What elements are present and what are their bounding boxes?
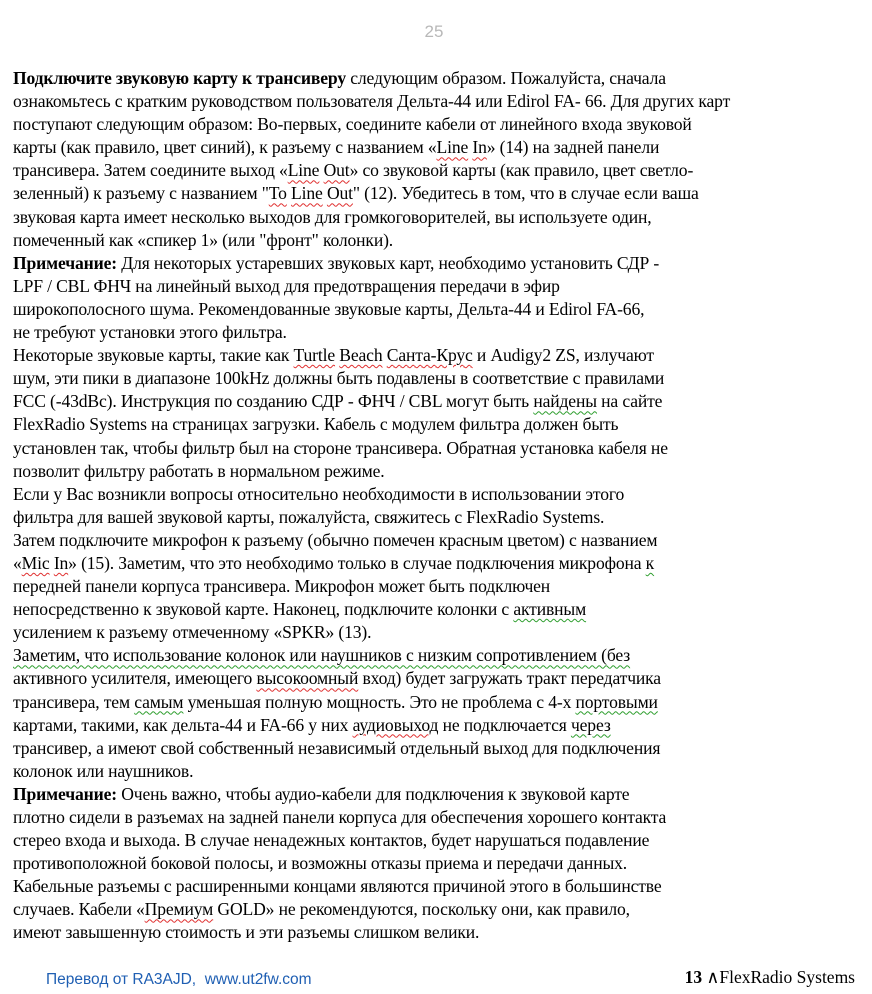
- text-line: [13, 829, 863, 852]
- text-line: [13, 529, 863, 552]
- text-line: [13, 852, 863, 875]
- text-line: [13, 737, 863, 760]
- text-segment: помеченный как «спикер 1» (или "фронт" колонки).: [13, 229, 394, 250]
- text-line: [13, 921, 863, 944]
- text-line: [13, 437, 863, 460]
- spellcheck-flagged-text: Line: [436, 137, 469, 158]
- text-segment: Некоторые звуковые карты, такие как: [13, 345, 294, 366]
- text-line: [13, 206, 863, 229]
- spellcheck-flagged-text: найдены: [533, 391, 597, 412]
- text-line: [13, 783, 863, 806]
- text-line: [13, 483, 863, 506]
- text-segment: » (14) на задней панели: [486, 137, 660, 158]
- footer-publisher-name: ∧FlexRadio Systems: [702, 967, 855, 987]
- text-segment: колонок или наушников.: [13, 760, 194, 781]
- text-segment: на сайте: [596, 391, 663, 412]
- text-segment: фильтра для вашей звуковой карты, пожалуйста, свяжитесь с FlexRadio Systems.: [13, 506, 605, 527]
- text-segment: вход) будет загружать тракт передатчика: [358, 668, 661, 689]
- text-line: [13, 644, 863, 667]
- paragraph: [13, 644, 863, 783]
- bold-text: Подключите звуковую карту к трансиверу: [13, 68, 346, 88]
- spellcheck-flagged-text: Mic: [21, 552, 50, 573]
- text-segment: Для некоторых устаревших звуковых карт, необходимо установить СДР -: [116, 252, 660, 273]
- text-line: [13, 390, 863, 413]
- text-segment: противоположной боковой полосы, и возможны отказы приема и передачи данных.: [13, 853, 628, 874]
- spellcheck-flagged-text: Line: [287, 160, 320, 181]
- text-segment: Очень важно, чтобы аудио-кабели для подключения к звуковой карте: [116, 783, 630, 804]
- text-segment: непосредственно к звуковой карте. Наконец, подключите колонки с: [13, 599, 514, 620]
- text-segment: плотно сидели в разъемах на задней панели корпуса для обеспечения хорошего контакта: [13, 807, 667, 827]
- spellcheck-flagged-text: портовыми: [575, 691, 658, 712]
- text-line: [13, 275, 863, 298]
- text-segment: широкополосного шума. Рекомендованные звуковые карты, Дельта-44 и Edirol FA-66,: [13, 298, 645, 319]
- spellcheck-flagged-text: Премиум: [144, 899, 214, 920]
- text-line: [13, 621, 863, 644]
- text-segment: звуковая карта имеет несколько выходов для громкоговорителей, вы используете один,: [13, 206, 652, 227]
- text-segment: Кабельные разъемы с расширенными концами являются причиной этого в большинстве: [13, 876, 662, 897]
- text-segment: случаев. Кабели «: [13, 899, 145, 920]
- text-line: [13, 413, 863, 436]
- page-number: 25: [424, 22, 444, 41]
- text-segment: стерео входа и выхода. В случае ненадежных контактов, будет нарушаться подавление: [13, 830, 650, 851]
- text-segment: не подключается: [438, 714, 571, 735]
- text-line: [13, 875, 863, 898]
- spellcheck-flagged-text: Turtle: [293, 345, 336, 366]
- text-segment: зеленный) к разъему с названием ": [13, 183, 269, 204]
- text-line: [13, 667, 863, 690]
- text-segment: установлен так, чтобы фильтр был на стороне трансивера. Обратная установка кабеля не: [13, 437, 668, 458]
- text-segment: следующим образом. Пожалуйста, сначала: [345, 68, 666, 88]
- text-line: [13, 714, 863, 737]
- text-line: [13, 691, 863, 714]
- text-segment: не требуют установки этого фильтра.: [13, 322, 287, 343]
- text-segment: FlexRadio Systems на страницах загрузки. Кабель с модулем фильтра должен быть: [13, 414, 619, 435]
- text-segment: FCC (-43dBc). Инструкция по созданию СДР - ФНЧ / CBL могут быть: [13, 391, 534, 412]
- bold-text: Примечание:: [13, 783, 117, 804]
- text-line: [13, 67, 863, 90]
- text-line: [13, 552, 863, 575]
- footer-page-number: 13: [684, 967, 703, 987]
- paragraph: [13, 67, 863, 252]
- text-segment: Если у Вас возникли вопросы относительно необходимости в использовании этого: [13, 483, 625, 504]
- spellcheck-flagged-text: аудиовыход: [352, 714, 439, 735]
- text-line: [13, 113, 863, 136]
- text-segment: » (15). Заметим, что это необходимо только в случае подключения микрофона: [68, 552, 646, 573]
- text-line: [13, 298, 863, 321]
- text-segment: GOLD» не рекомендуются, поскольку они, как правило,: [213, 899, 630, 920]
- spellcheck-flagged-text: Beach: [339, 345, 383, 366]
- text-line: [13, 460, 863, 483]
- paragraph: [13, 252, 863, 344]
- text-segment: активного усилителя, имеющего: [13, 668, 257, 689]
- text-line: [13, 898, 863, 921]
- spellcheck-flagged-text: Out: [323, 160, 350, 181]
- text-line: [13, 229, 863, 252]
- text-line: [13, 182, 863, 205]
- text-segment: ознакомьтесь с кратким руководством пользователя Дельта-44 или Edirol FA- 66. Для других карт: [13, 91, 731, 112]
- paragraph: [13, 344, 863, 483]
- text-segment: шум, эти пики в диапазоне 100kHz должны быть подавлены в соответствие с правилами: [13, 368, 665, 389]
- text-segment: трансивера. Затем соедините выход «: [13, 160, 288, 181]
- spellcheck-flagged-text: Санта-Крус: [386, 345, 473, 366]
- text-line: [13, 760, 863, 783]
- spellcheck-flagged-text: In: [472, 137, 487, 158]
- text-segment: Затем подключите микрофон к разъему (обычно помечен красным цветом) с названием: [13, 529, 658, 550]
- text-segment: трансивера, тем: [13, 691, 135, 712]
- text-segment: LPF / CBL ФНЧ на линейный выход для предотвращения передачи в эфир: [13, 275, 560, 296]
- text-line: [13, 344, 863, 367]
- text-line: [13, 159, 863, 182]
- text-segment: усилением к разъему отмеченному «SPKR» (13).: [13, 622, 372, 643]
- text-line: [13, 506, 863, 529]
- text-segment: карты (как правило, цвет синий), к разъему с названием «: [13, 137, 437, 158]
- text-line: [13, 806, 863, 829]
- text-line: [13, 575, 863, 598]
- text-line: [13, 598, 863, 621]
- text-line: [13, 136, 863, 159]
- document-body: [13, 67, 863, 945]
- text-segment: поступают следующим образом: Во-первых, соедините кабели от линейного входа звуковой: [13, 114, 692, 135]
- paragraph: [13, 483, 863, 529]
- spellcheck-flagged-text: через: [570, 714, 611, 735]
- spellcheck-flagged-text: высокоомный: [256, 668, 359, 689]
- text-segment: картами, такими, как дельта-44 и FA-66 у них: [13, 714, 353, 735]
- spellcheck-flagged-text: Out: [326, 183, 353, 204]
- spellcheck-flagged-text: самым: [134, 691, 184, 712]
- text-line: [13, 90, 863, 113]
- spellcheck-flagged-text: активным: [513, 599, 587, 620]
- spellcheck-flagged-text: к: [645, 552, 655, 573]
- text-line: [13, 367, 863, 390]
- spellcheck-flagged-text: Line: [291, 183, 323, 204]
- bold-text: Примечание:: [13, 252, 117, 273]
- text-segment: позволит фильтру работать в нормальном режиме.: [13, 460, 385, 481]
- text-segment: «: [13, 552, 22, 573]
- text-line: [13, 321, 863, 344]
- text-segment: и Audigy2 ZS, излучают: [472, 345, 654, 366]
- text-segment: уменьшая полную мощность. Это не проблема с 4-х: [183, 691, 576, 712]
- text-line: [13, 252, 863, 275]
- spellcheck-flagged-text: To: [268, 183, 287, 204]
- text-segment: передней панели корпуса трансивера. Микрофон может быть подключен: [13, 576, 551, 597]
- text-segment: » со звуковой карты (как правило, цвет светло-: [349, 160, 694, 181]
- footer-translator-credit: Перевод от RA3AJD, www.ut2fw.com: [46, 971, 312, 988]
- spellcheck-flagged-text: Заметим, что использование колонок или наушников с низким сопротивлением (без: [13, 645, 631, 666]
- footer-publisher: [685, 967, 855, 988]
- text-segment: " (12). Убедитесь в том, что в случае если ваша: [352, 183, 699, 204]
- text-segment: имеют завышенную стоимость и эти разъемы слишком велики.: [13, 922, 480, 943]
- paragraph: [13, 529, 863, 644]
- text-segment: трансивер, а имеют свой собственный независимый отдельный выход для подключения: [13, 737, 661, 758]
- paragraph: [13, 783, 863, 945]
- spellcheck-flagged-text: In: [53, 552, 69, 573]
